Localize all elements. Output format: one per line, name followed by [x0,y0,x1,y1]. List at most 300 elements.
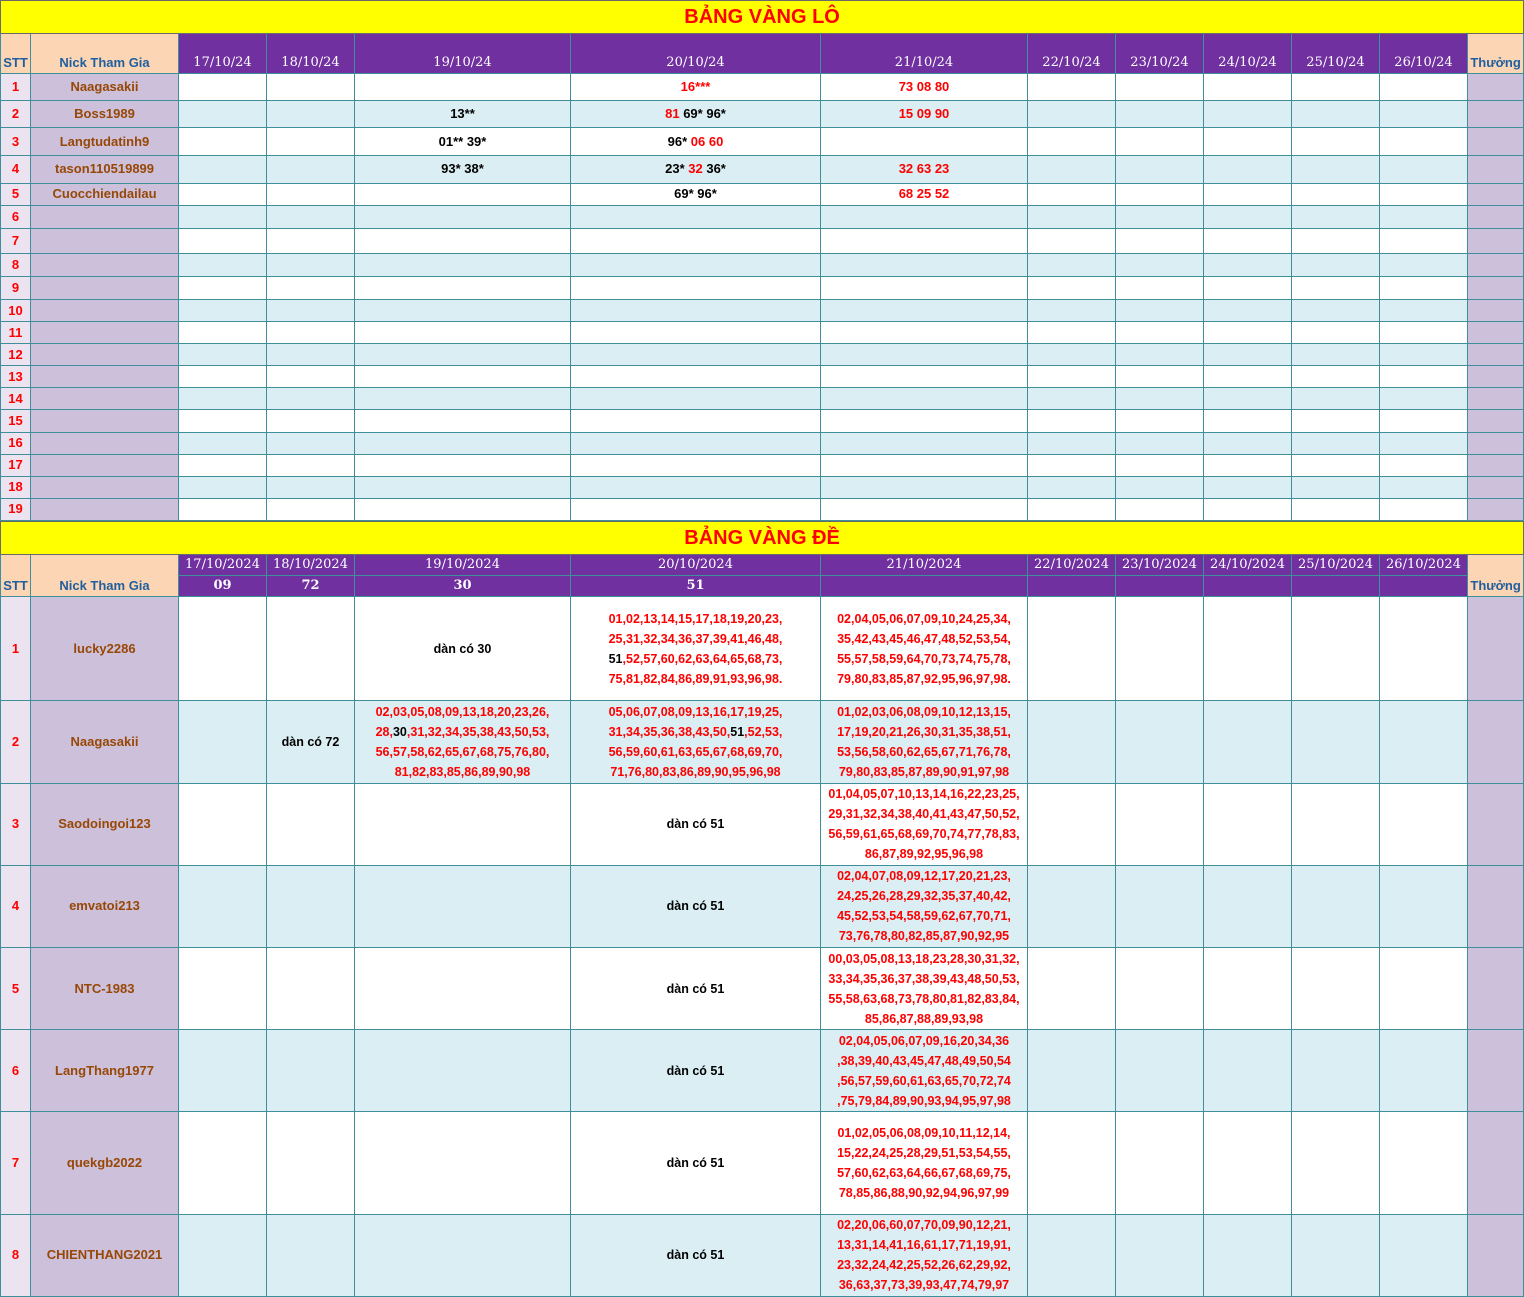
day-cell [1028,701,1116,783]
day-cell [1028,74,1116,101]
row-number: 1 [1,597,31,701]
day-cell [821,228,1028,253]
day-cell [1028,128,1116,155]
day-cell [1028,498,1116,520]
day-cell [1204,74,1292,101]
number-list: 02,04,05,06,07,09,16,20,34,36 ,38,39,40,43,45,47,48,49,50,54 ,56,57,59,60,61,63,65,70,72,74 ,75,79,84,89,90,93,94,95,97,98 [837,1033,1011,1108]
day-cell [179,597,267,701]
nick-name: tason110519899 [31,155,179,183]
day-cell [267,783,355,865]
row-number: 6 [1,205,31,228]
table-row [1,476,1524,498]
day-cell [1380,74,1468,101]
number-list: 01,04,05,07,10,13,14,16,22,23,25, 29,31,32,34,38,40,41,43,47,50,52, 56,59,61,65,68,69,70,74,77,78,83, 86,87,89,92,95,96,98 [828,787,1020,862]
day-cell [355,865,571,947]
date-header: 19/10/24 [355,34,571,74]
day-cell [267,1214,355,1296]
day-cell [267,366,355,388]
day-cell [1380,948,1468,1030]
day-cell [179,344,267,366]
nick-name [31,322,179,344]
result-number [821,576,1028,597]
thuong-cell [1468,155,1524,183]
row-number: 19 [1,498,31,520]
table-row [1,783,1524,865]
day-cell [821,366,1028,388]
day-cell [1292,300,1380,322]
row-number: 8 [1,1214,31,1296]
day-cell [821,276,1028,299]
date-header: 18/10/24 [267,34,355,74]
day-cell [571,128,821,155]
day-cell [571,276,821,299]
day-cell [179,1030,267,1112]
day-cell [1028,101,1116,128]
day-cell [267,253,355,276]
day-cell [1028,597,1116,701]
day-cell [355,300,571,322]
nick-name: CHIENTHANG2021 [31,1214,179,1296]
day-cell [355,701,571,783]
day-cell [1292,1030,1380,1112]
day-cell [1380,322,1468,344]
day-cell [179,366,267,388]
day-cell [571,300,821,322]
day-cell [1380,366,1468,388]
day-cell: dàn có 72 [267,701,355,783]
nick-name: Naagasakii [31,74,179,101]
day-cell [1292,128,1380,155]
day-cell [267,597,355,701]
day-cell [571,476,821,498]
nick-name: lucky2286 [31,597,179,701]
day-cell [1028,1030,1116,1112]
thuong-cell [1468,410,1524,432]
row-number: 1 [1,74,31,101]
row-number: 4 [1,865,31,947]
day-cell [267,128,355,155]
number-list: 01,02,03,06,08,09,10,12,13,15, 17,19,20,21,26,30,31,35,38,51, 53,56,58,60,62,65,67,71,76,78, 79,80,83,85,87,89,90,91,97,98 [837,705,1011,780]
number-text: 75,81,82,84,86,89,91,93,96,98. [608,671,783,686]
day-cell [1204,183,1292,205]
day-cell [1292,783,1380,865]
day-cell [571,388,821,410]
day-cell [1204,322,1292,344]
day-cell [267,498,355,520]
thuong-header: Thưởng [1468,34,1524,74]
day-cell [179,276,267,299]
day-cell [355,101,571,128]
day-cell [179,253,267,276]
number-text: 69* 96* [674,186,717,202]
day-cell [1292,454,1380,476]
thuong-cell [1468,101,1524,128]
number-text: 32 63 23 [898,161,950,177]
row-number: 12 [1,344,31,366]
table-row [1,155,1524,183]
day-cell [1204,432,1292,454]
thuong-cell [1468,1214,1524,1296]
day-cell [179,183,267,205]
nick-name: quekgb2022 [31,1112,179,1214]
date-header: 23/10/2024 [1116,555,1204,576]
day-cell [1204,228,1292,253]
date-header: 20/10/24 [571,34,821,74]
day-cell [1204,366,1292,388]
day-cell [1204,948,1292,1030]
day-cell [355,597,571,701]
number-text: 13** [450,106,475,122]
day-cell [1204,388,1292,410]
day-cell [1292,476,1380,498]
number-text: 56,59,60,61,63,65,67,68,69,70, [608,745,783,760]
thuong-cell [1468,388,1524,410]
day-cell [1380,101,1468,128]
result-number: 09 [179,576,267,597]
day-cell [1380,344,1468,366]
day-cell [267,205,355,228]
day-cell [1380,128,1468,155]
date-header: 21/10/24 [821,34,1028,74]
number-text: 05,06,07,08,09,13,16,17,19,25, [608,705,783,720]
number-text: 81 [665,106,680,122]
day-cell [1380,155,1468,183]
day-cell [571,205,821,228]
number-text: 93* 38* [441,161,484,177]
table-row [1,322,1524,344]
day-cell [571,865,821,947]
day-cell [267,276,355,299]
day-cell [1204,300,1292,322]
number-text: dàn có 51 [666,817,725,832]
nick-name [31,476,179,498]
day-cell [355,410,571,432]
day-cell [267,155,355,183]
day-cell [267,476,355,498]
table-row [1,366,1524,388]
day-cell [571,498,821,520]
day-cell [267,432,355,454]
day-cell [1028,410,1116,432]
number-text: ,31,32,34,35,38,43,50,53, [406,725,550,740]
table-row [1,183,1524,205]
row-number: 8 [1,253,31,276]
number-text: 30 [392,725,407,740]
day-cell [179,454,267,476]
day-cell [1028,865,1116,947]
nick-name [31,454,179,476]
day-cell [821,454,1028,476]
day-cell [1292,432,1380,454]
day-cell [1116,128,1204,155]
day-cell [1116,101,1204,128]
day-cell [1380,388,1468,410]
date-header: 21/10/2024 [821,555,1028,576]
day-cell [1116,155,1204,183]
number-text: 96* [667,133,691,149]
day-cell [571,1112,821,1214]
day-cell [821,344,1028,366]
day-cell [821,783,1028,865]
thuong-cell [1468,783,1524,865]
nick-name [31,205,179,228]
day-cell [1116,276,1204,299]
day-cell [355,432,571,454]
number-text: dàn có 51 [666,1248,725,1263]
day-cell [1028,253,1116,276]
day-cell [1116,183,1204,205]
day-cell [355,322,571,344]
row-number: 7 [1,1112,31,1214]
number-text: 06 60 [690,133,724,149]
day-cell [355,476,571,498]
day-cell [571,344,821,366]
day-cell [821,101,1028,128]
nick-name [31,498,179,520]
day-cell [179,128,267,155]
thuong-cell [1468,432,1524,454]
day-cell [1028,276,1116,299]
day-cell [179,1214,267,1296]
table-row [1,205,1524,228]
day-cell [1116,948,1204,1030]
day-cell [1292,183,1380,205]
date-header: 20/10/2024 [571,555,821,576]
row-number: 2 [1,701,31,783]
row-number: 7 [1,228,31,253]
thuong-cell [1468,948,1524,1030]
day-cell [1380,865,1468,947]
thuong-cell [1468,253,1524,276]
day-cell [355,783,571,865]
row-number: 15 [1,410,31,432]
date-header: 19/10/2024 [355,555,571,576]
table-row [1,498,1524,520]
day-cell [571,253,821,276]
nick-name [31,228,179,253]
day-cell [1380,1112,1468,1214]
day-cell [1116,432,1204,454]
number-text: 51 [608,651,623,666]
day-cell [1028,476,1116,498]
day-cell [355,183,571,205]
date-header: 22/10/2024 [1028,555,1116,576]
table-row [1,1030,1524,1112]
day-cell [1292,948,1380,1030]
day-cell [821,155,1028,183]
table-row [1,74,1524,101]
day-cell [1028,948,1116,1030]
lo-table [0,0,1524,521]
day-cell [1116,366,1204,388]
day-cell [179,432,267,454]
day-cell [1028,432,1116,454]
day-cell [267,183,355,205]
table-row [1,344,1524,366]
day-cell [1380,476,1468,498]
day-cell [571,366,821,388]
day-cell [1292,597,1380,701]
date-header: 26/10/2024 [1380,555,1468,576]
day-cell [267,322,355,344]
day-cell [179,476,267,498]
nick-name: Cuocchiendailau [31,183,179,205]
day-cell [267,865,355,947]
number-text: 31,34,35,36,38,43,50, [608,725,731,740]
number-text: ,52,53, [744,725,783,740]
number-list: 02,20,06,60,07,70,09,90,12,21, 13,31,14,41,16,61,17,71,19,91, 23,32,24,42,25,52,26,62,29,92, 36,63,37,73,39,93,47,74,79,97 [837,1218,1011,1293]
thuong-cell [1468,128,1524,155]
day-cell [1292,410,1380,432]
row-number: 5 [1,948,31,1030]
day-cell [1292,1112,1380,1214]
result-number: 72 [267,576,355,597]
day-cell [821,476,1028,498]
day-cell [1204,701,1292,783]
day-cell [1204,498,1292,520]
day-cell [1116,300,1204,322]
day-cell [1204,205,1292,228]
day-cell [1204,155,1292,183]
day-cell [1028,155,1116,183]
number-text: 15 09 90 [898,106,950,122]
day-cell [821,432,1028,454]
nick-header: Nick Tham Gia [31,34,179,74]
thuong-cell [1468,205,1524,228]
row-number: 16 [1,432,31,454]
nick-name [31,253,179,276]
thuong-cell [1468,276,1524,299]
number-text: 56,57,58,62,65,67,68,75,76,80, [375,745,550,760]
day-cell [821,300,1028,322]
table-row [1,410,1524,432]
day-cell [821,1112,1028,1214]
day-cell [1116,498,1204,520]
day-cell [1204,865,1292,947]
day-cell [355,366,571,388]
day-cell [821,128,1028,155]
number-list: 02,04,05,06,07,09,10,24,25,34, 35,42,43,45,46,47,48,52,53,54, 55,57,58,59,64,70,73,74,75,78, 79,80,83,85,87,92,95,96,97,98. [837,611,1011,686]
day-cell [179,498,267,520]
day-cell [571,783,821,865]
day-cell [1204,454,1292,476]
day-cell [1204,128,1292,155]
day-cell [1116,783,1204,865]
nick-name [31,410,179,432]
day-cell [1380,1030,1468,1112]
day-cell [1380,253,1468,276]
date-header: 24/10/24 [1204,34,1292,74]
date-header: 17/10/24 [179,34,267,74]
day-cell [267,1112,355,1214]
date-header: 22/10/24 [1028,34,1116,74]
day-cell [1380,701,1468,783]
day-cell [1028,300,1116,322]
number-text: dàn có 51 [666,1063,725,1078]
row-number: 11 [1,322,31,344]
day-cell [355,1112,571,1214]
day-cell [1116,1112,1204,1214]
day-cell [1380,205,1468,228]
day-cell [571,1214,821,1296]
number-text: 32 [688,161,703,177]
thuong-cell [1468,1030,1524,1112]
day-cell [1116,228,1204,253]
row-number: 2 [1,101,31,128]
thuong-cell [1468,454,1524,476]
day-cell [267,948,355,1030]
day-cell [571,101,821,128]
result-number [1292,576,1380,597]
day-cell [179,1112,267,1214]
number-text: 16*** [680,79,711,95]
row-number: 6 [1,1030,31,1112]
nick-name: Langtudatinh9 [31,128,179,155]
day-cell [1028,228,1116,253]
number-text: 71,76,80,83,86,89,90,95,96,98 [610,765,781,780]
nick-name [31,344,179,366]
number-text: 73 08 80 [898,79,950,95]
day-cell [1292,366,1380,388]
day-cell [1292,155,1380,183]
day-cell [355,205,571,228]
day-cell [1292,344,1380,366]
day-cell [821,205,1028,228]
day-cell [1116,1030,1204,1112]
day-cell [571,948,821,1030]
de-table [0,521,1524,1297]
day-cell [1380,597,1468,701]
day-cell [821,948,1028,1030]
day-cell [1292,276,1380,299]
day-cell [1116,344,1204,366]
day-cell [1204,1030,1292,1112]
day-cell [355,228,571,253]
result-number [1116,576,1204,597]
thuong-cell [1468,701,1524,783]
thuong-cell [1468,597,1524,701]
day-cell [821,865,1028,947]
thuong-cell [1468,74,1524,101]
day-cell [179,701,267,783]
number-text: 01** 39* [438,133,487,149]
day-cell [1028,366,1116,388]
day-cell [267,300,355,322]
number-list: 02,04,07,08,09,12,17,20,21,23, 24,25,26,28,29,32,35,37,40,42, 45,52,53,54,58,59,62,67,70,71, 73,76,78,80,82,85,87,90,92,95 [837,869,1011,944]
day-cell [1204,783,1292,865]
day-cell [267,410,355,432]
day-cell [1292,388,1380,410]
day-cell [821,597,1028,701]
day-cell [1204,1112,1292,1214]
day-cell [1292,1214,1380,1296]
day-cell [179,388,267,410]
row-number: 3 [1,128,31,155]
nick-name [31,366,179,388]
day-cell [821,253,1028,276]
nick-name [31,300,179,322]
table-row [1,597,1524,701]
number-text: 36* [702,161,726,177]
day-cell [1116,388,1204,410]
day-cell [1204,344,1292,366]
day-cell [179,300,267,322]
day-cell [1380,183,1468,205]
table-row [1,701,1524,783]
day-cell [1292,205,1380,228]
day-cell [179,74,267,101]
date-header: 17/10/2024 [179,555,267,576]
